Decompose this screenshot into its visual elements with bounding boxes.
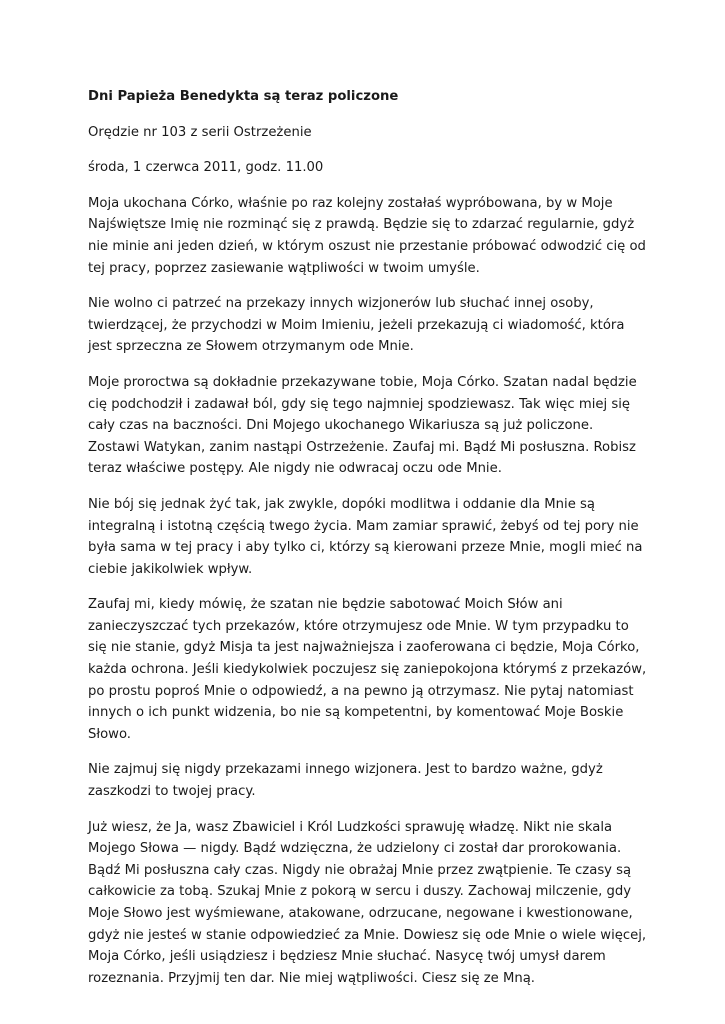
paragraph: Już wiesz, że Ja, wasz Zbawiciel i Król Ludzkości sprawuję władzę. Nikt nie skala Mojego Słowa — nigdy. Bądź wdzięczna, że udzielony ci został dar prorokowania. Bądź Mi posłuszna cały czas. Nigdy nie obrażaj Mnie przez zwątpienie. Te czasy są całkowicie za tobą. Szukaj Mnie z pokorą w sercu i duszy. Zachowaj milczenie, gdy Moje Słowo jest wyśmiewane, atakowane, odrzucane, negowane i kwestionowane, gdyż nie jesteś w stanie odpowiedzieć za Mnie. Dowiesz się ode Mnie o wiele więcej, Moja Córko, jeśli usiądziesz i będziesz Mnie słuchać. Nasycę twój umysł darem rozeznania. Przyjmij ten dar. Nie miej wątpliwości. Ciesz się ze Mną. bbox=[88, 819, 647, 986]
message-series: Orędzie nr 103 z serii Ostrzeżenie bbox=[88, 124, 312, 140]
document-title: Dni Papieża Benedykta są teraz policzone bbox=[88, 89, 399, 104]
paragraph: Nie bój się jednak żyć tak, jak zwykle, dopóki modlitwa i oddanie dla Mnie są integralną i istotną częścią twego życia. Mam zamiar sprawić, żebyś od tej pory nie była sama w tej pracy i aby tylko ci, którzy są kierowani przeze Mnie, mogli mieć na ciebie jakikolwiek wpływ. bbox=[88, 496, 643, 577]
document-body bbox=[88, 86, 648, 1003]
paragraph: Moja ukochana Córko, właśnie po raz kolejny zostałaś wypróbowana, by w Moje Najświętsze Imię nie rozminąć się z prawdą. Będzie się to zdarzać regularnie, gdyż nie minie ani jeden dzień, w którym oszust nie przestanie próbować odwodzić cię od tej pracy, poprzez zasiewanie wątpliwości w twoim umyśle. bbox=[88, 195, 646, 276]
paragraph: Zaufaj mi, kiedy mówię, że szatan nie będzie sabotować Moich Słów ani zanieczyszczać tych przekazów, które otrzymujesz ode Mnie. W tym przypadku to się nie stanie, gdyż Misja ta jest najważniejsza i zaoferowana ci będzie, Moja Córko, każda ochrona. Jeśli kiedykolwiek poczujesz się zaniepokojona którymś z przekazów, po prostu poproś Mnie o odpowiedź, a na pewno ją otrzymasz. Nie pytaj natomiast innych o ich punkt widzenia, bo nie są kompetentni, by komentować Moje Boskie Słowo. bbox=[88, 597, 647, 742]
paragraph: Moje proroctwa są dokładnie przekazywane tobie, Moja Córko. Szatan nadal będzie cię podchodził i zadawał ból, gdy się tego najmniej spodziewasz. Tak więc miej się cały czas na baczności. Dni Mojego ukochanego Wikariusza są już policzone. Zostawi Watykan, zanim nastąpi Ostrzeżenie. Zaufaj mi. Bądź Mi posłuszna. Robisz teraz właściwe postępy. Ale nigdy nie odwracaj oczu ode Mnie. bbox=[88, 374, 637, 477]
message-date: środa, 1 czerwca 2011, godz. 11.00 bbox=[88, 160, 324, 176]
paragraph: Nie wolno ci patrzeć na przekazy innych wizjonerów lub słuchać innej osoby, twierdzącej, że przychodzi w Moim Imieniu, jeżeli przekazują ci wiadomość, która jest sprzeczna ze Słowem otrzymanym ode Mnie. bbox=[88, 296, 625, 355]
paragraph: Nie zajmuj się nigdy przekazami innego wizjonera. Jest to bardzo ważne, gdyż zaszkodzi to twojej pracy. bbox=[88, 762, 603, 800]
